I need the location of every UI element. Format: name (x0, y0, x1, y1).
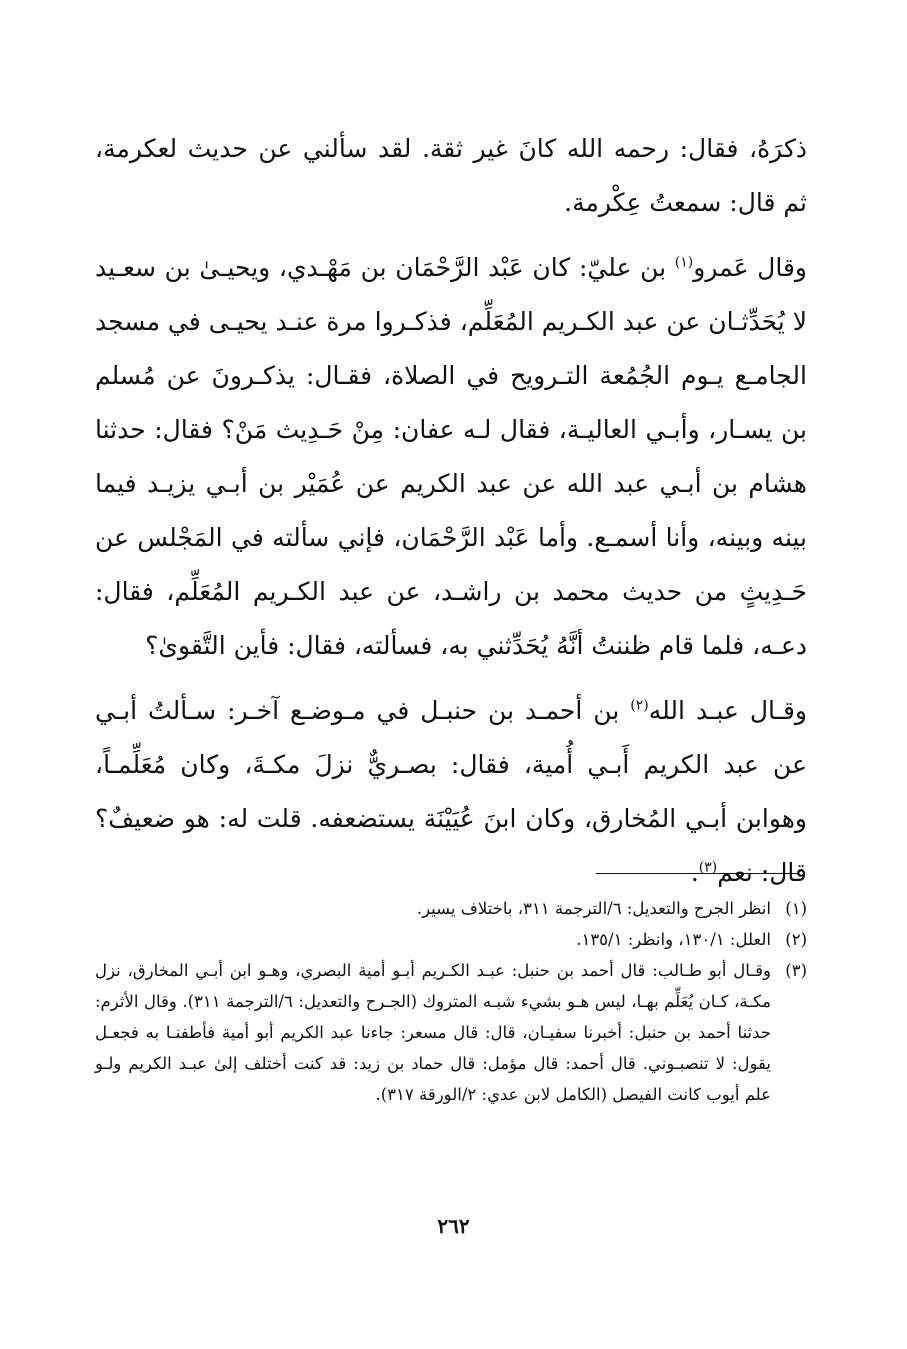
main-text (95, 122, 807, 900)
footnote-text: انظر الجرح والتعديل: ٦/الترجمة ٣١١، باختلاف يسير. (416, 899, 771, 918)
footnote-ref: (٢) (630, 697, 649, 714)
paragraph (95, 122, 807, 230)
paragraph-text: وقال عَمرو (693, 253, 807, 282)
footnote-number: (١) (785, 899, 807, 918)
page-number: ٢٦٢ (437, 1214, 470, 1238)
paragraph-text: وقـال عبـد الله (648, 696, 807, 725)
footnote (95, 924, 807, 955)
footnote-number: (٣) (785, 961, 807, 980)
footnote-separator (596, 873, 798, 874)
paragraph-text: . (690, 858, 699, 887)
footnote-text: وقـال أبو طـالب: قال أحمد بن حنبل: عبـد الكـريم أبـو أمية البصري، وهـو ابن أبـي المخارق، نزل مكـة، كـان يُعَلِّم بهـا، ليس هـو بشيء شبـه المتروك (الجـرح والتعديل: ٦/الترجمة ٣١١). وقال الأثرم: حدثنا أحمد بن حنبل: أخبرنا سفيـان، قال: قال مسعر: جاءنا عبد الكريم أبو أمية فأطفنـا به فجعـل يقول: لا تنصبـوني. قال أحمد: قال مؤمل: قال حماد بن زيد: قد كنت أختلف إلىٰ عبـد الكريم ولـو علم أيوب كانت الفيصل (الكامل لابن عدي: ٢/الورقة ٣١٧). (95, 961, 771, 1104)
footnote (95, 893, 807, 924)
footnote-number: (٢) (785, 930, 807, 949)
paragraph-text: بن عليّ: كان عَبْد الرَّحْمَان بن مَهْـدي، ويحيـىٰ بن سعـيد لا يُحَدِّثـان عن عبد الكـريم المُعَلِّم، فذكـروا مرة عنـد يحيـى في مسجد الجامـع يـوم الجُمُعة التـرويح في الصلاة، فقـال: يذكـرونَ عن مُسلم بن يسـار، وأبـي العاليـة، فقال لـه عفان: مِنْ حَـدِيث مَنْ؟ فقال: حدثنا هشام بن أبـي عبد الله عن عبد الكريم عن عُمَيْر بن أبـي يزيـد فيما بينه وبينه، وأنا أسمـع. وأما عَبْد الرَّحْمَان، فإني سألته في المَجْلس عن حَـدِيثٍ من حديث محمد بن راشـد، عن عبد الكـريم المُعَلِّم، فقال: دعـه، فلما قام ظننتُ أنَّهُ يُحَدِّثني به، فسألته، فقال: فأين التَّقوىٰ؟ (95, 253, 808, 660)
paragraph-text: بن أحمـد بن حنبـل في مـوضـع آخـر: سـألتُ أبـي عن عبد الكريم أَبـي أُمية، فقال: بصـريٌّ نزلَ مكـةَ، وكان مُعَلِّمـاً، وهوابن أبـي المُخارق، وكان ابنَ عُيَيْنَة يستضعفه. قلت له: هو ضعيفٌ؟ قال: نعم (95, 696, 807, 887)
footnote-text: العلل: ١٣٠/١، وانظر: ١٣٥/١. (576, 930, 771, 949)
footnote-ref: (١) (674, 254, 694, 271)
paragraph (95, 241, 807, 673)
footnote-ref: (٣) (698, 859, 718, 876)
footnotes (95, 893, 807, 1110)
paragraph-text: ذكرَهُ، فقال: رحمه الله كانَ غير ثقة. لقد سألني عن حديث لعكرمة، ثم قال: سمعتُ عِكْرمة. (95, 134, 808, 217)
footnote (95, 955, 807, 1110)
paragraph (95, 684, 807, 900)
